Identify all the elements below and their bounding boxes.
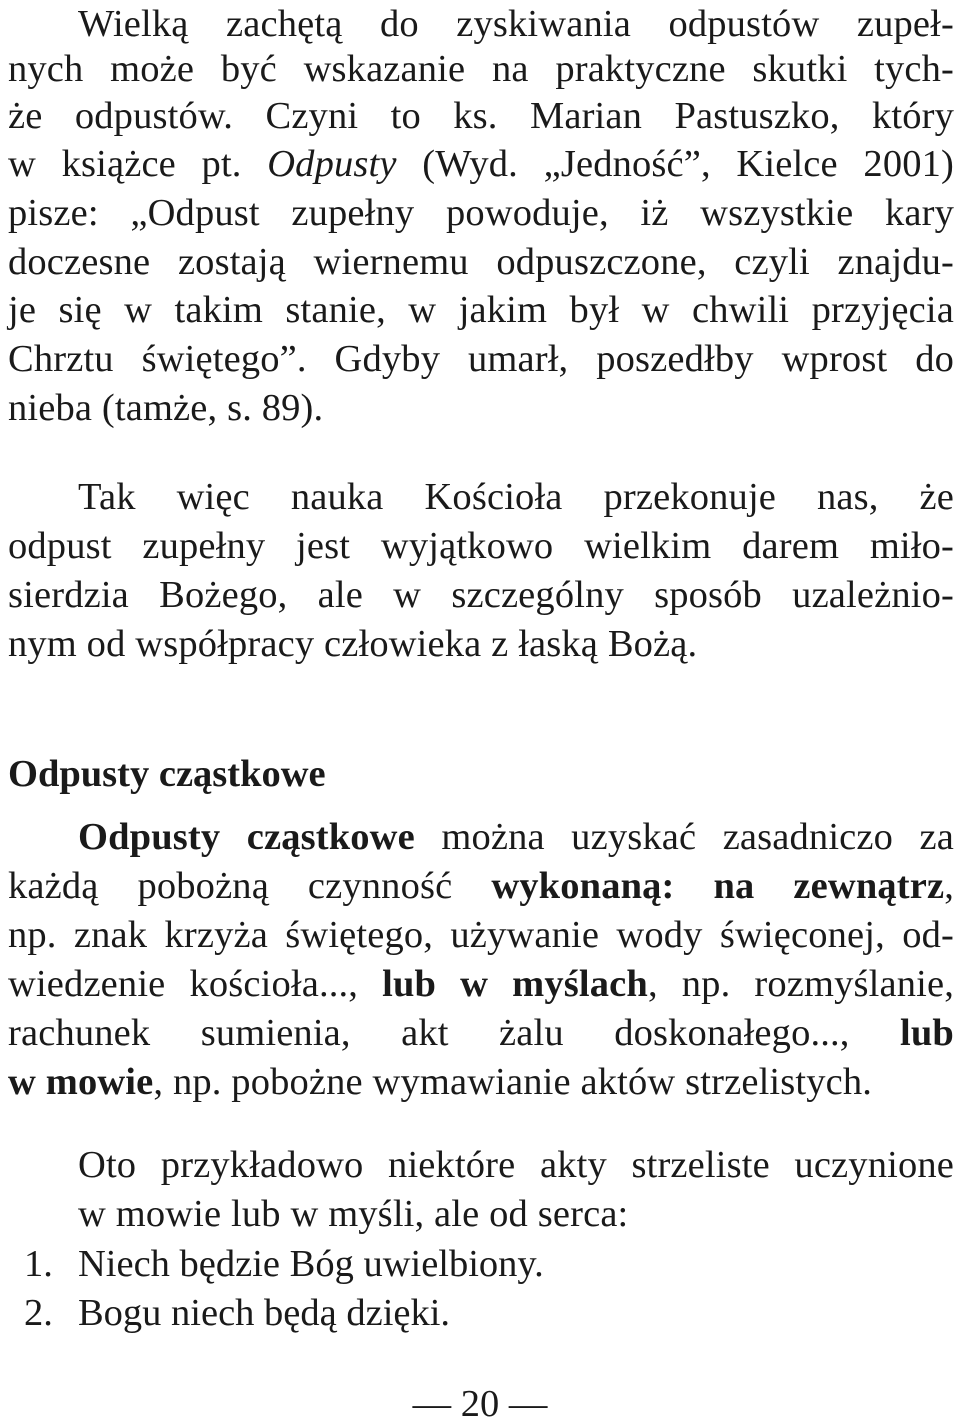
text-line: pisze: „Odpust zupełny powoduje, iż wszystkie kary [8,192,954,234]
text-line [8,862,954,910]
text-run: , np. rozmyślanie, [647,963,954,1005]
text-run: wiedzenie kościoła..., [8,963,383,1005]
text-line: Tak więc nauka Kościoła przekonuje nas, że [78,476,954,518]
text-line: nych może być wskazanie na praktyczne skutki tych- [8,48,954,90]
text-line: nym od współpracy człowieka z łaską Bożą. [8,623,698,665]
text-line [8,140,954,188]
page-number: — 20 — [412,1383,548,1425]
text-line [8,1058,954,1106]
list-item-text: Niech będzie Bóg uwielbiony. [78,1243,544,1285]
text-line: sierdzia Bożego, ale w szczególny sposób uzależnio- [8,574,954,616]
list-number: 2. [24,1292,53,1334]
text-line: odpust zupełny jest wyjątkowo wielkim darem miło- [8,525,954,567]
bold-term: lub w myślach [382,963,648,1005]
text-line [8,960,954,1008]
text-line: że odpustów. Czyni to ks. Marian Pastuszko, który [8,95,954,137]
text-line [78,813,954,861]
text-line: je się w takim stanie, w jakim był w chwili przyjęcia [8,289,954,331]
text-run: w książce pt. [8,143,268,185]
text-line: Chrztu świętego”. Gdyby umarł, poszedłby wprost do [8,338,954,380]
text-line: doczesne zostają wiernemu odpuszczone, czyli znajdu- [8,241,954,283]
text-run: , [944,865,955,907]
text-run: można uzyskać zasadniczo za [414,816,954,858]
text-line: Wielką zachętą do zyskiwania odpustów zupeł- [78,3,954,45]
text-run: rachunek sumienia, akt żalu doskonałego..., [8,1012,901,1054]
list-number: 1. [24,1243,53,1285]
text-line: np. znak krzyża świętego, używanie wody święconej, od- [8,914,954,956]
text-line: Oto przykładowo niektóre akty strzeliste uczynione [78,1144,954,1186]
text-run: (Wyd. „Jedność”, Kielce 2001) [396,143,954,185]
list-item-text: Bogu niech będą dzięki. [78,1292,451,1334]
bold-term: wykonaną: na zewnątrz [491,865,945,907]
text-line: nieba (tamże, s. 89). [8,387,324,429]
bold-term: w mowie [8,1061,154,1103]
text-line [8,1009,954,1057]
bold-term: Odpusty cząstkowe [78,816,415,858]
book-title: Odpusty [267,143,397,185]
section-heading: Odpusty cząstkowe [8,753,326,795]
text-run: każdą pobożną czynność [8,865,492,907]
text-line: w mowie lub w myśli, ale od serca: [78,1193,629,1235]
bold-term: lub [900,1012,954,1054]
text-run: , np. pobożne wymawianie aktów strzelistych. [153,1061,873,1103]
